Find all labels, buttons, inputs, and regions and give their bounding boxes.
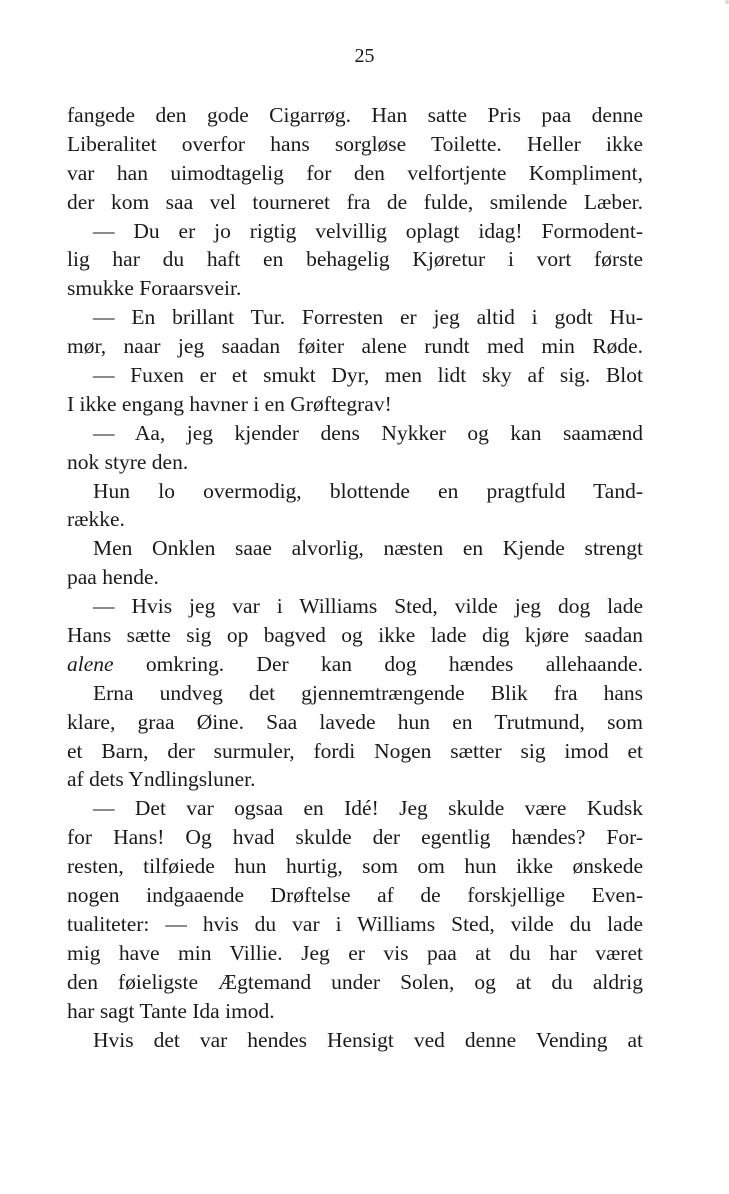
text-line: — Du er jo rigtig velvillig oplagt idag! Formodent- xyxy=(93,218,643,243)
text-line: paa hende. xyxy=(67,565,159,590)
text-line: nogen indgaaende Drøftelse af de forskjellige Even- xyxy=(67,883,643,908)
text-line: der kom saa vel tourneret fra de fulde, smilende Læber. xyxy=(67,189,643,214)
text-line: — Fuxen er et smukt Dyr, men lidt sky af sig. Blot xyxy=(93,363,643,388)
italic-word: alene xyxy=(67,651,114,676)
text-line: af dets Yndlingsluner. xyxy=(67,767,256,792)
text-line: Erna undveg det gjennemtrængende Blik fra hans xyxy=(93,680,643,705)
text-line: for Hans! Og hvad skulde der egentlig hændes? For- xyxy=(67,825,643,850)
text-line: klare, graa Øine. Saa lavede hun en Trutmund, som xyxy=(67,709,643,734)
text-line: række. xyxy=(67,507,125,532)
text-line: Hvis det var hendes Hensigt ved denne Vending at xyxy=(93,1027,643,1052)
text-line: — Det var ogsaa en Idé! Jeg skulde være Kudsk xyxy=(93,796,643,821)
text-line: — Aa, jeg kjender dens Nykker og kan saamænd xyxy=(93,420,643,445)
text-line: den føieligste Ægtemand under Solen, og at du aldrig xyxy=(67,969,643,994)
text-line: et Barn, der surmuler, fordi Nogen sætter sig imod et xyxy=(67,738,643,763)
text-line: var han uimodtagelig for den velfortjente Kompliment, xyxy=(67,160,643,185)
text-line-rest: omkring. Der kan dog hændes allehaande. xyxy=(113,651,643,676)
page-number: 25 xyxy=(354,45,375,67)
text-line: har sagt Tante Ida imod. xyxy=(67,998,275,1023)
text-line: fangede den gode Cigarrøg. Han satte Pris paa denne xyxy=(67,103,643,127)
text-line: mig have min Villie. Jeg er vis paa at du har været xyxy=(67,940,643,965)
text-line: smukke Foraarsveir. xyxy=(67,276,242,301)
text-line: mør, naar jeg saadan føiter alene rundt med min Røde. xyxy=(67,334,643,359)
text-line xyxy=(67,650,643,679)
text-line: lig har du haft en behagelig Kjøretur i vort første xyxy=(67,247,643,272)
body-text xyxy=(67,101,643,1054)
text-line: Men Onklen saae alvorlig, næsten en Kjende strengt xyxy=(93,536,643,561)
text-line: — En brillant Tur. Forresten er jeg altid i godt Hu- xyxy=(93,305,643,330)
text-line: nok styre den. xyxy=(67,449,189,474)
text-line: — Hvis jeg var i Williams Sted, vilde jeg dog lade xyxy=(93,594,643,619)
scan-mark xyxy=(725,0,729,4)
text-line: resten, tilføiede hun hurtig, som om hun ikke ønskede xyxy=(67,854,643,879)
text-line: Hun lo overmodig, blottende en pragtfuld Tand- xyxy=(93,478,643,503)
text-line: Hans sætte sig op bagved og ikke lade dig kjøre saadan xyxy=(67,623,643,648)
text-line: Liberalitet overfor hans sorgløse Toilette. Heller ikke xyxy=(67,131,643,156)
text-line: I ikke engang havner i en Grøftegrav! xyxy=(67,391,392,416)
text-line: tualiteter: — hvis du var i Williams Sted, vilde du lade xyxy=(67,911,643,936)
